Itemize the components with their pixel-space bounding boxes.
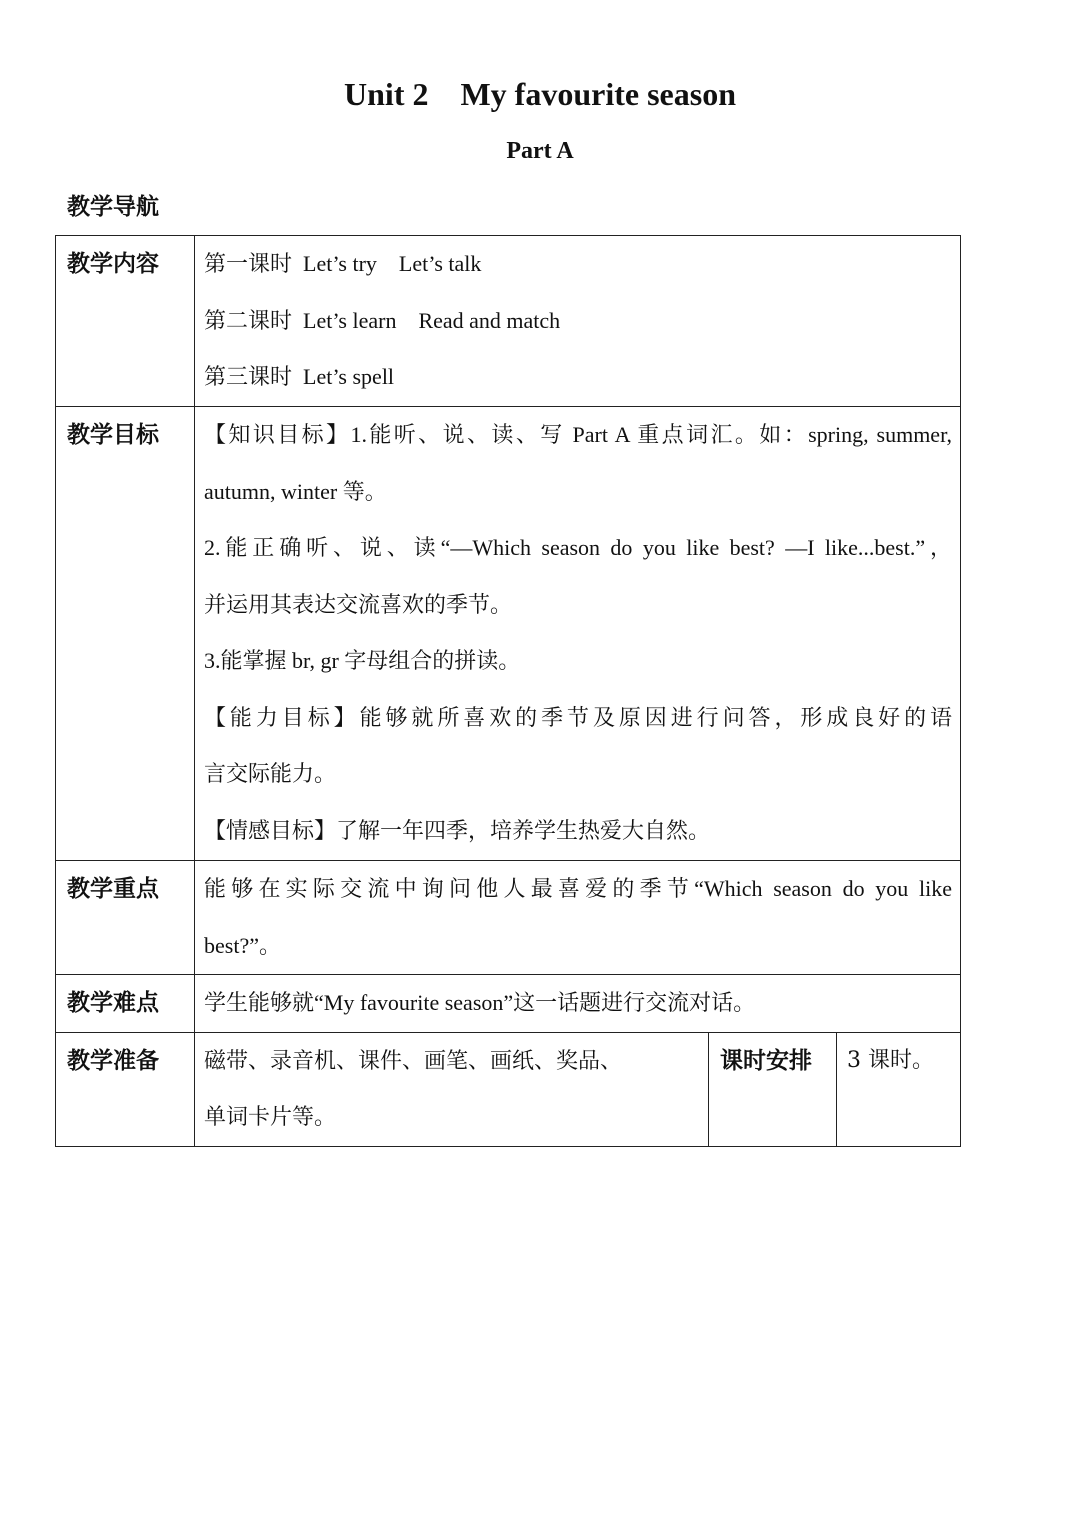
key-point-line: 能够在实际交流中询问他人最喜爱的季节“Which season do you like — [204, 876, 953, 901]
row-teaching-objectives — [56, 407, 961, 861]
preparation-line: 单词卡片等。 — [204, 1104, 337, 1129]
row-teaching-content — [56, 236, 961, 407]
difficulty-line: 学生能够就“My favourite season”这一话题进行交流对话。 — [204, 990, 756, 1015]
label-teaching-objectives: 教学目标 — [56, 407, 195, 861]
objective-line: 2.能正确听、说、读“—Which season do you like best? —I like...best.”， — [204, 535, 953, 560]
section-heading: 教学导航 — [67, 193, 159, 220]
content-line: 第二课时 Let’s learn Read and match — [204, 307, 561, 333]
row-key-points — [56, 861, 961, 975]
teaching-plan-table — [55, 235, 961, 1147]
label-preparation: 教学准备 — [56, 1032, 195, 1146]
label-key-points: 教学重点 — [56, 861, 195, 975]
objective-line: 【情感目标】了解一年四季，培养学生热爱大自然。 — [204, 817, 711, 843]
document-subtitle: Part A — [506, 138, 574, 164]
document-title: Unit 2 My favourite season — [344, 76, 736, 112]
objective-line: 3.能掌握 br, gr 字母组合的拼读。 — [204, 648, 521, 673]
label-teaching-content: 教学内容 — [56, 236, 195, 407]
label-difficulties: 教学难点 — [56, 975, 195, 1033]
value-schedule: 3 课时。 — [837, 1032, 961, 1146]
objective-line: 【知识目标】1.能听、说、读、写 Part A 重点词汇。如：spring, summer, — [204, 422, 953, 447]
cell-difficulties — [195, 975, 961, 1033]
content-line: 第三课时 Let’s spell — [204, 364, 395, 389]
label-schedule: 课时安排 — [709, 1032, 837, 1146]
row-preparation — [56, 1032, 961, 1146]
objective-line: autumn, winter 等。 — [204, 478, 387, 504]
objective-line: 【能力目标】能够就所喜欢的季节及原因进行问答，形成良好的语 — [204, 704, 953, 730]
objective-line: 并运用其表达交流喜欢的季节。 — [204, 591, 513, 617]
key-point-line: best?”。 — [204, 932, 281, 958]
cell-teaching-content — [195, 236, 961, 407]
preparation-line: 磁带、录音机、课件、画笔、画纸、奖品、 — [204, 1047, 623, 1073]
cell-preparation — [195, 1032, 709, 1146]
content-line: 第一课时 Let’s try Let’s talk — [204, 251, 482, 276]
objective-line: 言交际能力。 — [204, 761, 337, 786]
cell-key-points — [195, 861, 961, 975]
row-difficulties — [56, 975, 961, 1033]
cell-teaching-objectives — [195, 407, 961, 861]
